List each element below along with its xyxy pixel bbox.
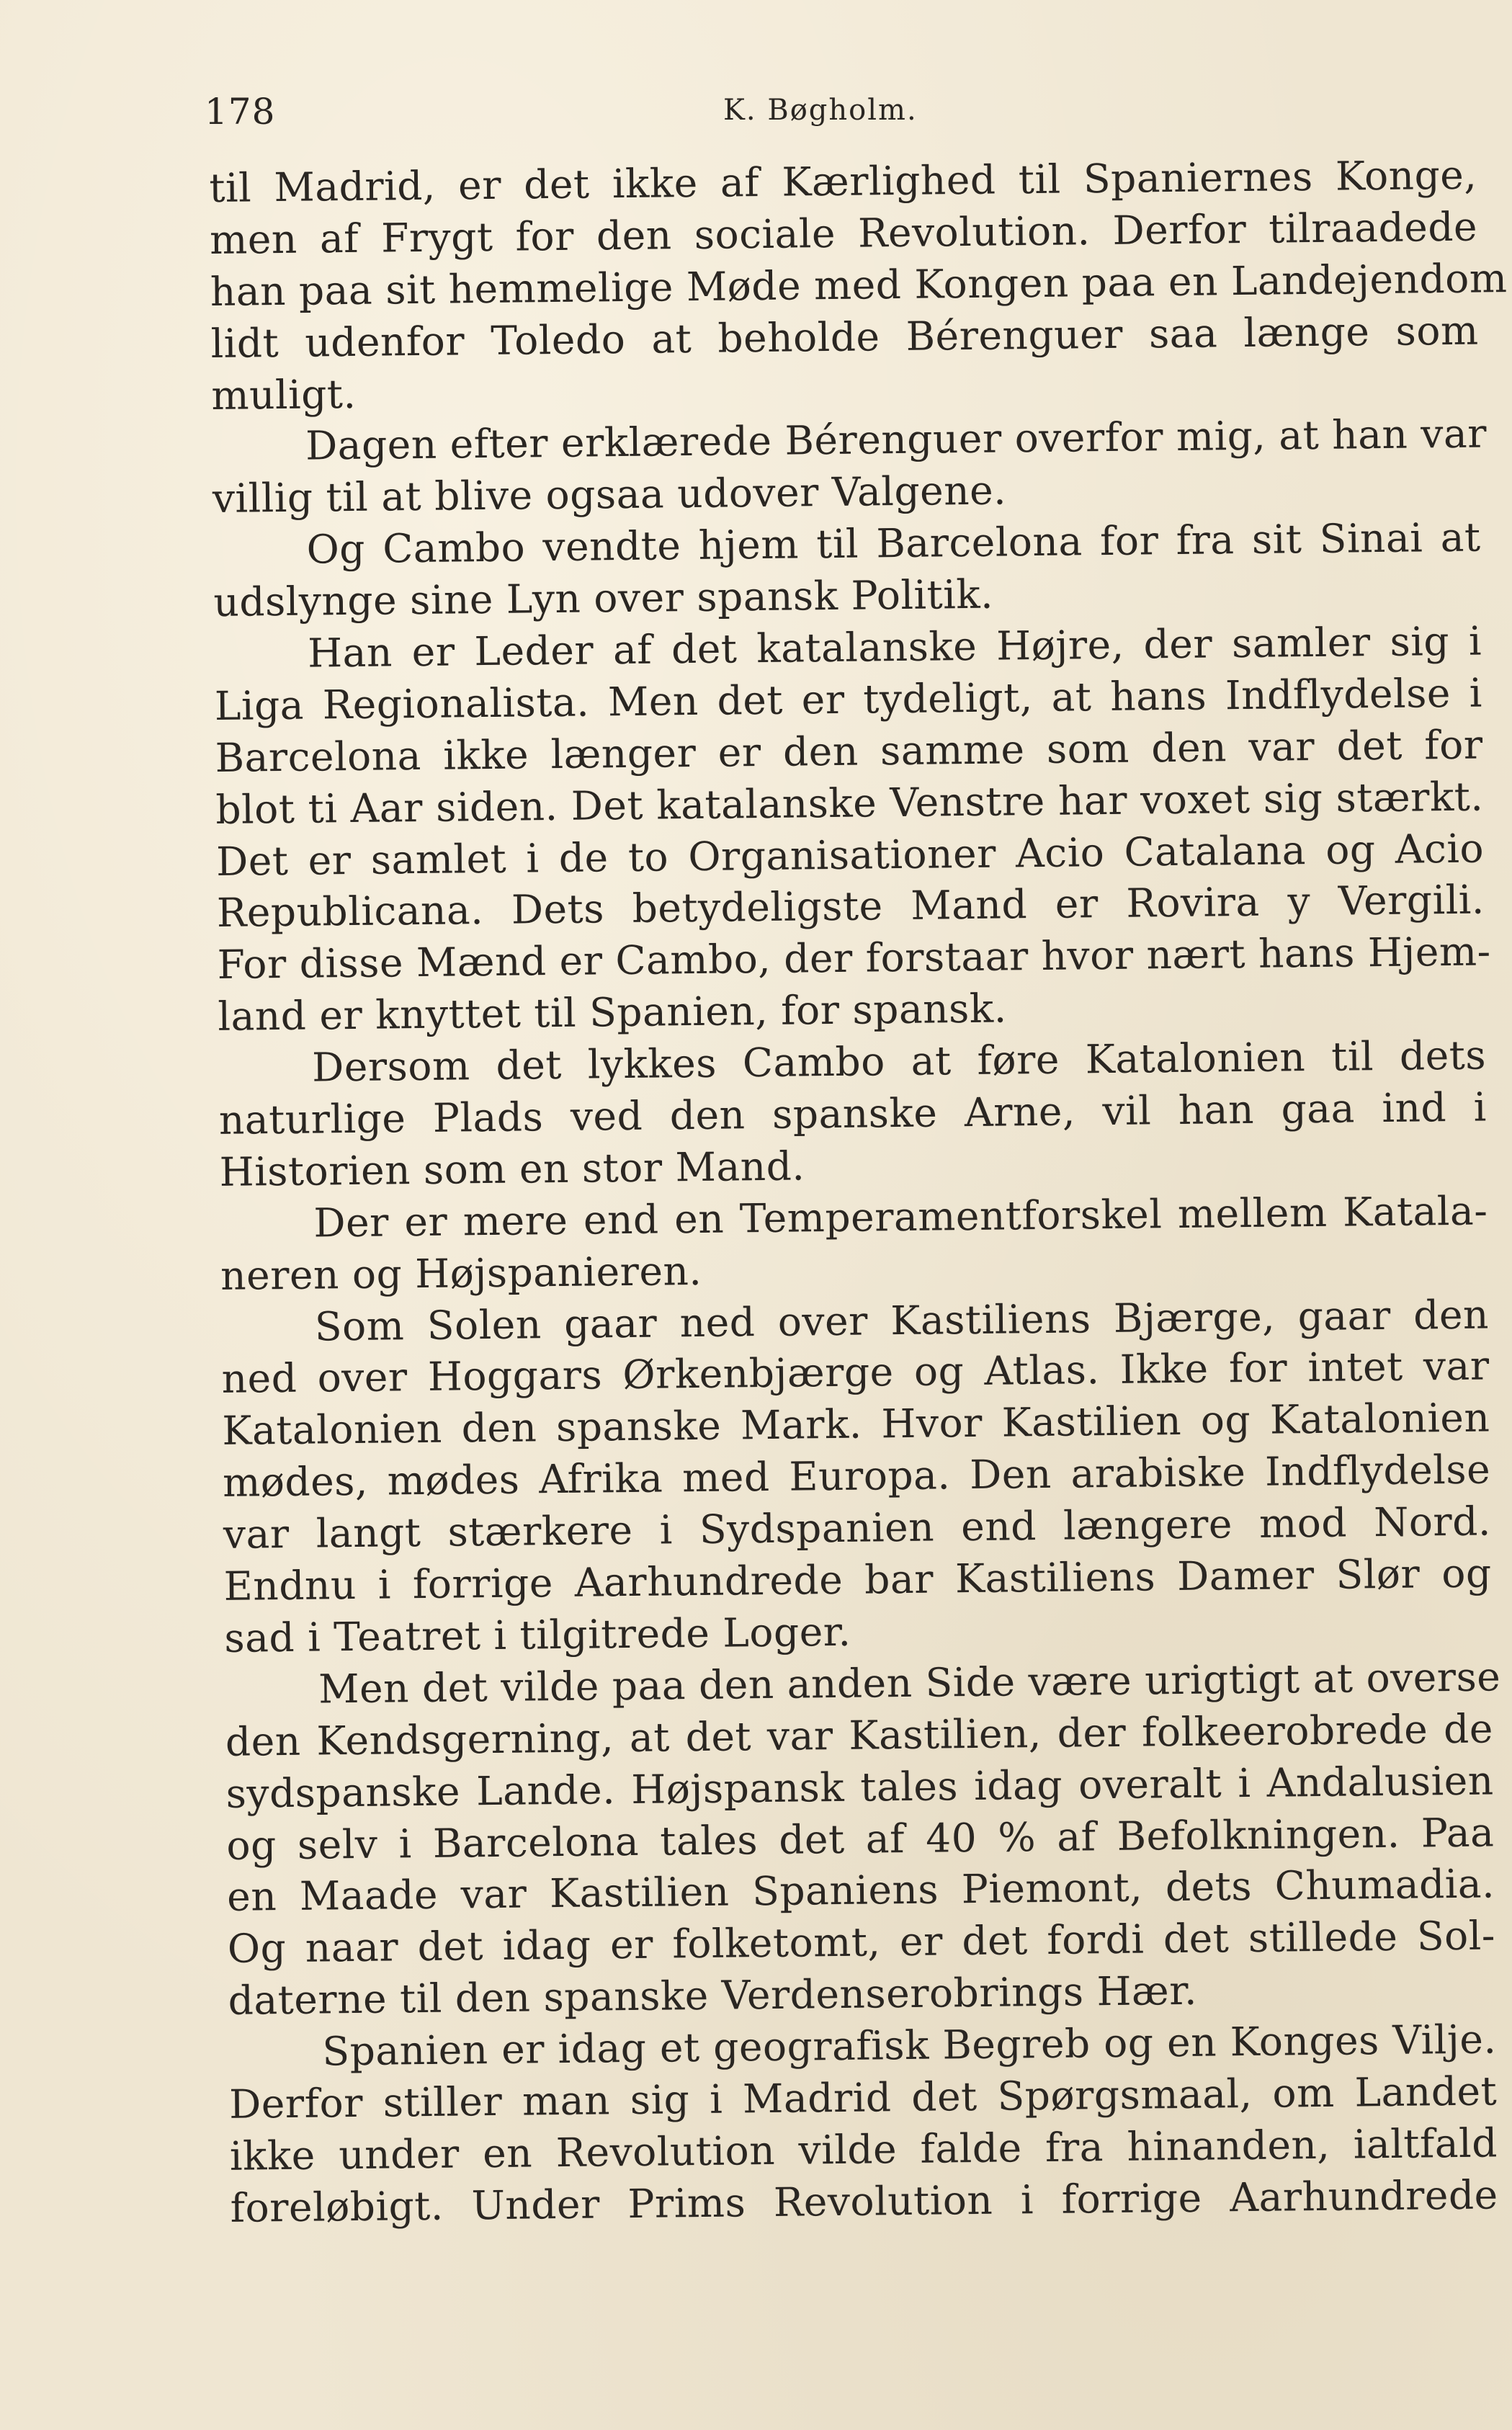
text-line: Liga Regionalista. Men det er tydeligt, at hans Indflydelse i (214, 669, 1483, 729)
text-line: til Madrid, er det ikke af Kærlighed til Spaniernes Konge, (209, 151, 1477, 211)
text-line: en Maade var Kastilien Spaniens Piemont, dets Chumadia. (226, 1860, 1495, 1921)
text-line: Men det vilde paa den anden Side være urigtigt at overse (318, 1653, 1501, 1712)
text-line: ikke under en Revolution vilde falde fra hinanden, ialtfald (229, 2119, 1498, 2179)
text-line: udslynge sine Lyn over spansk Politik. (213, 571, 994, 626)
text-line: Dersom det lykkes Cambo at føre Katalonien til dets (311, 1032, 1487, 1091)
text-line: Katalonien den spanske Mark. Hvor Kastilien og Katalonien (222, 1394, 1490, 1455)
text-line: villig til at blive ogsaa udover Valgene. (212, 467, 1007, 522)
page-number: 178 (205, 91, 276, 133)
text-line: Han er Leder af det katalanske Højre, der samler sig i (307, 617, 1482, 676)
text-line: mødes, mødes Afrika med Europa. Den arabiske Indflydelse (222, 1446, 1491, 1506)
text-line: Og Cambo vendte hjem til Barcelona for fra sit Sinai at (306, 514, 1481, 573)
text-line: Som Solen gaar ned over Kastiliens Bjærge, gaar den (314, 1291, 1490, 1350)
page-header (205, 85, 1458, 143)
text-line: og selv i Barcelona tales det af 40 % af Befolkningen. Paa (226, 1808, 1495, 1869)
text-line: Historien som en stor Mand. (219, 1143, 805, 1195)
text-line: For disse Mænd er Cambo, der forstaar hvor nært hans Hjem- (217, 928, 1491, 988)
text-line: Der er mere end en Temperamentforskel mellem Katala- (313, 1187, 1488, 1246)
text-line: land er knyttet til Spanien, for spansk. (218, 985, 1007, 1040)
text-line: naturlige Plads ved den spanske Arne, vil han gaa ind i (218, 1084, 1488, 1143)
text-line: men af Frygt for den sociale Revolution. Derfor tilraadede (209, 203, 1478, 263)
text-line: han paa sit hemmelige Møde med Kongen paa en Landejendom (210, 254, 1508, 315)
text-line: muligt. (211, 370, 357, 419)
text-line: sydspanske Lande. Højspansk tales idag overalt i Andalusien (225, 1757, 1494, 1817)
text-line: var langt stærkere i Sydspanien end længere mod Nord. (223, 1498, 1492, 1558)
text-line: Det er samlet i de to Organisationer Acio Catalana og Acio (215, 825, 1485, 885)
text-line: Endnu i forrige Aarhundrede bar Kastiliens Damer Slør og (223, 1550, 1492, 1609)
running-head: K. Bøgholm. (723, 94, 918, 127)
text-line: daterne til den spanske Verdenserobrings Hær. (228, 1967, 1198, 2024)
text-line: Spanien er idag et geografisk Begreb og en Konges Vilje. (322, 2016, 1497, 2075)
text-line: neren og Højspanieren. (220, 1247, 702, 1299)
text-line: Derfor stiller man sig i Madrid det Spørgsmaal, om Landet (228, 2068, 1498, 2127)
text-line: sad i Teatret i tilgitrede Loger. (224, 1608, 851, 1661)
text-line: Barcelona ikke længer er den samme som den var det for (215, 721, 1483, 781)
text-line: foreløbigt. Under Prims Revolution i forrige Aarhundrede (230, 2171, 1498, 2231)
text-line: den Kendsgerning, at det var Kastilien, der folkeerobrede de (225, 1705, 1494, 1765)
text-line: ned over Hoggars Ørkenbjærge og Atlas. Ikke for intet var (221, 1342, 1490, 1403)
text-line: Republicana. Dets betydeligste Mand er Rovira y Vergili. (216, 876, 1485, 937)
text-line: Og naar det idag er folketomt, er det fordi det stillede Sol- (227, 1912, 1496, 1973)
text-line: blot ti Aar siden. Det katalanske Venstre har voxet sig stærkt. (215, 773, 1484, 833)
text-line: lidt udenfor Toledo at beholde Bérenguer saa længe som (210, 307, 1479, 367)
text-line: Dagen efter erklærede Bérenguer overfor mig, at han var (305, 410, 1488, 470)
body-text (209, 150, 1508, 2235)
